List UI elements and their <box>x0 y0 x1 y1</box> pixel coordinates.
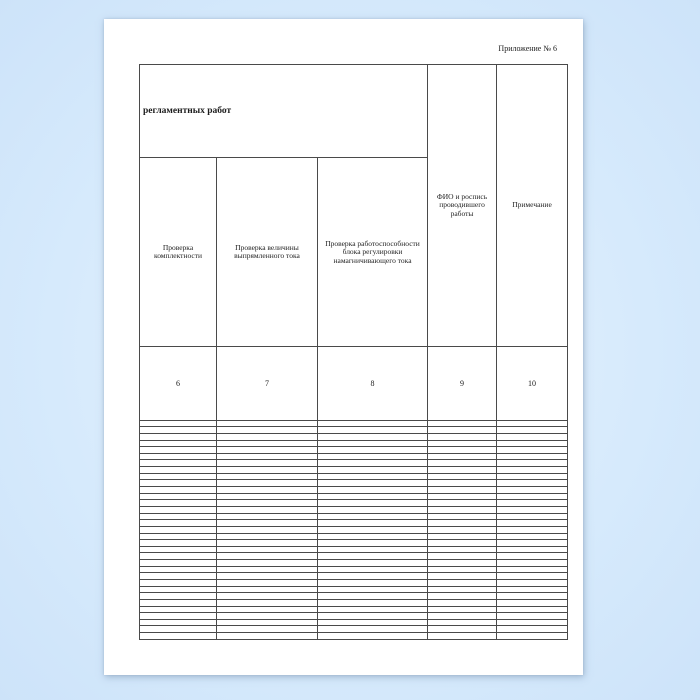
empty-cell <box>140 447 217 454</box>
table-row <box>140 447 568 454</box>
empty-cell <box>217 553 318 560</box>
empty-cell <box>318 453 428 460</box>
empty-cell <box>318 460 428 467</box>
empty-cell <box>497 453 568 460</box>
empty-cell <box>217 447 318 454</box>
empty-cell <box>428 586 497 593</box>
table-row <box>140 526 568 533</box>
empty-cell <box>217 427 318 434</box>
empty-cell <box>318 566 428 573</box>
table-row <box>140 513 568 520</box>
empty-cell <box>318 487 428 494</box>
empty-cell <box>140 473 217 480</box>
empty-cell <box>497 480 568 487</box>
column-number-cell: 10 <box>497 347 568 420</box>
empty-cell <box>318 513 428 520</box>
empty-cell <box>217 460 318 467</box>
empty-cell <box>428 500 497 507</box>
table-row <box>140 573 568 580</box>
empty-cell <box>428 540 497 547</box>
empty-cell <box>428 473 497 480</box>
empty-cell <box>318 599 428 606</box>
table-row <box>140 460 568 467</box>
empty-cell <box>497 586 568 593</box>
table-row <box>140 540 568 547</box>
empty-cell <box>140 606 217 613</box>
empty-cell <box>140 420 217 427</box>
empty-cell <box>217 540 318 547</box>
empty-cell <box>428 560 497 567</box>
empty-cell <box>428 533 497 540</box>
empty-cell <box>318 573 428 580</box>
empty-cell <box>497 580 568 587</box>
table-row <box>140 606 568 613</box>
empty-cell <box>217 487 318 494</box>
empty-cell <box>217 566 318 573</box>
empty-cell <box>497 526 568 533</box>
column-number-cell: 7 <box>217 347 318 420</box>
column-header-note: Примечание <box>497 65 568 347</box>
table-row <box>140 619 568 626</box>
empty-cell <box>428 566 497 573</box>
table-row <box>140 553 568 560</box>
table-row <box>140 493 568 500</box>
empty-cell <box>140 467 217 474</box>
empty-cell <box>497 447 568 454</box>
empty-cell <box>497 467 568 474</box>
table-row <box>140 633 568 640</box>
empty-cell <box>497 427 568 434</box>
empty-cell <box>140 586 217 593</box>
empty-cell <box>140 626 217 633</box>
empty-cell <box>140 500 217 507</box>
empty-cell <box>497 619 568 626</box>
empty-cell <box>318 520 428 527</box>
empty-cell <box>318 433 428 440</box>
empty-cell <box>217 546 318 553</box>
empty-cell <box>140 540 217 547</box>
column-header-fio-signature: ФИО и роспись проводившего работы <box>428 65 497 347</box>
empty-cell <box>428 447 497 454</box>
empty-cell <box>318 613 428 620</box>
empty-cell <box>497 500 568 507</box>
table-row <box>140 506 568 513</box>
empty-cell <box>140 533 217 540</box>
empty-cell <box>140 619 217 626</box>
empty-cell <box>217 500 318 507</box>
empty-cell <box>140 440 217 447</box>
empty-cell <box>217 613 318 620</box>
empty-cell <box>318 626 428 633</box>
column-number-cell: 9 <box>428 347 497 420</box>
empty-rows-body <box>140 420 568 639</box>
empty-cell <box>217 513 318 520</box>
table-row <box>140 613 568 620</box>
empty-cell <box>428 613 497 620</box>
document-page <box>104 19 583 675</box>
empty-cell <box>140 526 217 533</box>
empty-cell <box>140 580 217 587</box>
table-row <box>140 480 568 487</box>
empty-cell <box>217 560 318 567</box>
empty-cell <box>217 606 318 613</box>
empty-cell <box>140 546 217 553</box>
empty-cell <box>318 420 428 427</box>
empty-cell <box>497 540 568 547</box>
column-number-row <box>140 347 568 420</box>
empty-cell <box>318 500 428 507</box>
table-row <box>140 566 568 573</box>
empty-cell <box>428 460 497 467</box>
table-row <box>140 593 568 600</box>
empty-cell <box>318 533 428 540</box>
empty-cell <box>217 440 318 447</box>
table-row <box>140 433 568 440</box>
empty-cell <box>217 493 318 500</box>
table-row <box>140 487 568 494</box>
column-number-cell: 8 <box>318 347 428 420</box>
empty-cell <box>428 526 497 533</box>
empty-cell <box>428 520 497 527</box>
empty-cell <box>428 467 497 474</box>
empty-cell <box>318 473 428 480</box>
empty-cell <box>428 493 497 500</box>
column-header-rectified-current-check: Проверка величины выпрямленного тока <box>217 158 318 347</box>
empty-cell <box>428 553 497 560</box>
empty-cell <box>428 546 497 553</box>
empty-cell <box>497 487 568 494</box>
empty-cell <box>318 633 428 640</box>
empty-cell <box>140 493 217 500</box>
empty-cell <box>140 427 217 434</box>
empty-cell <box>217 520 318 527</box>
empty-cell <box>497 626 568 633</box>
empty-cell <box>318 440 428 447</box>
empty-cell <box>428 480 497 487</box>
empty-cell <box>217 580 318 587</box>
empty-cell <box>497 513 568 520</box>
empty-cell <box>428 487 497 494</box>
table-row <box>140 473 568 480</box>
empty-cell <box>140 566 217 573</box>
empty-cell <box>428 440 497 447</box>
empty-cell <box>217 619 318 626</box>
empty-cell <box>497 573 568 580</box>
empty-cell <box>217 593 318 600</box>
empty-cell <box>318 553 428 560</box>
empty-cell <box>140 560 217 567</box>
empty-cell <box>497 506 568 513</box>
empty-cell <box>140 453 217 460</box>
table-row <box>140 520 568 527</box>
empty-cell <box>428 427 497 434</box>
table-title-row <box>140 65 568 158</box>
table-row <box>140 420 568 427</box>
empty-cell <box>217 586 318 593</box>
empty-cell <box>140 573 217 580</box>
empty-cell <box>497 520 568 527</box>
empty-cell <box>428 633 497 640</box>
table-row <box>140 580 568 587</box>
table-row <box>140 546 568 553</box>
empty-cell <box>318 606 428 613</box>
empty-cell <box>428 433 497 440</box>
table-row <box>140 560 568 567</box>
empty-cell <box>497 553 568 560</box>
empty-cell <box>497 613 568 620</box>
empty-cell <box>217 467 318 474</box>
empty-cell <box>318 593 428 600</box>
empty-cell <box>318 540 428 547</box>
table-title-cell: регламентных работ <box>140 65 428 158</box>
table-row <box>140 440 568 447</box>
empty-cell <box>140 593 217 600</box>
empty-cell <box>318 447 428 454</box>
empty-cell <box>428 619 497 626</box>
empty-cell <box>497 566 568 573</box>
empty-cell <box>428 506 497 513</box>
column-header-regulation-unit-check: Проверка работоспособности блока регулировки намагничивающего тока <box>318 158 428 347</box>
empty-cell <box>217 433 318 440</box>
empty-cell <box>318 619 428 626</box>
empty-cell <box>497 546 568 553</box>
table-row <box>140 467 568 474</box>
maintenance-log-table <box>139 64 568 640</box>
empty-cell <box>318 560 428 567</box>
empty-cell <box>318 427 428 434</box>
empty-cell <box>140 480 217 487</box>
empty-cell <box>318 493 428 500</box>
empty-cell <box>140 460 217 467</box>
empty-cell <box>428 626 497 633</box>
empty-cell <box>318 506 428 513</box>
table-row <box>140 500 568 507</box>
empty-cell <box>140 433 217 440</box>
empty-cell <box>428 420 497 427</box>
empty-cell <box>318 586 428 593</box>
empty-cell <box>140 506 217 513</box>
empty-cell <box>497 533 568 540</box>
empty-cell <box>318 480 428 487</box>
column-header-completeness-check: Проверка комплектности <box>140 158 217 347</box>
empty-cell <box>140 613 217 620</box>
empty-cell <box>428 606 497 613</box>
empty-cell <box>497 560 568 567</box>
empty-cell <box>140 633 217 640</box>
empty-cell <box>318 467 428 474</box>
column-number-cell: 6 <box>140 347 217 420</box>
empty-cell <box>428 573 497 580</box>
empty-cell <box>497 606 568 613</box>
empty-cell <box>140 599 217 606</box>
table-row <box>140 586 568 593</box>
table-row <box>140 626 568 633</box>
empty-cell <box>497 493 568 500</box>
empty-cell <box>140 553 217 560</box>
empty-cell <box>217 573 318 580</box>
empty-cell <box>217 533 318 540</box>
empty-cell <box>497 593 568 600</box>
empty-cell <box>497 473 568 480</box>
empty-cell <box>217 473 318 480</box>
empty-cell <box>428 453 497 460</box>
empty-cell <box>217 633 318 640</box>
empty-cell <box>217 626 318 633</box>
table-row <box>140 427 568 434</box>
empty-cell <box>428 580 497 587</box>
empty-cell <box>428 593 497 600</box>
empty-cell <box>217 453 318 460</box>
empty-cell <box>497 460 568 467</box>
empty-cell <box>497 433 568 440</box>
empty-cell <box>140 520 217 527</box>
empty-cell <box>318 526 428 533</box>
empty-cell <box>318 580 428 587</box>
table-row <box>140 533 568 540</box>
empty-cell <box>497 633 568 640</box>
empty-cell <box>217 599 318 606</box>
empty-cell <box>217 506 318 513</box>
empty-cell <box>497 420 568 427</box>
empty-cell <box>428 599 497 606</box>
empty-cell <box>497 599 568 606</box>
table-row <box>140 599 568 606</box>
empty-cell <box>497 440 568 447</box>
empty-cell <box>140 513 217 520</box>
empty-cell <box>140 487 217 494</box>
table-row <box>140 453 568 460</box>
empty-cell <box>217 480 318 487</box>
appendix-annotation: Приложение № 6 <box>498 44 557 53</box>
empty-cell <box>217 526 318 533</box>
empty-cell <box>428 513 497 520</box>
empty-cell <box>217 420 318 427</box>
empty-cell <box>318 546 428 553</box>
